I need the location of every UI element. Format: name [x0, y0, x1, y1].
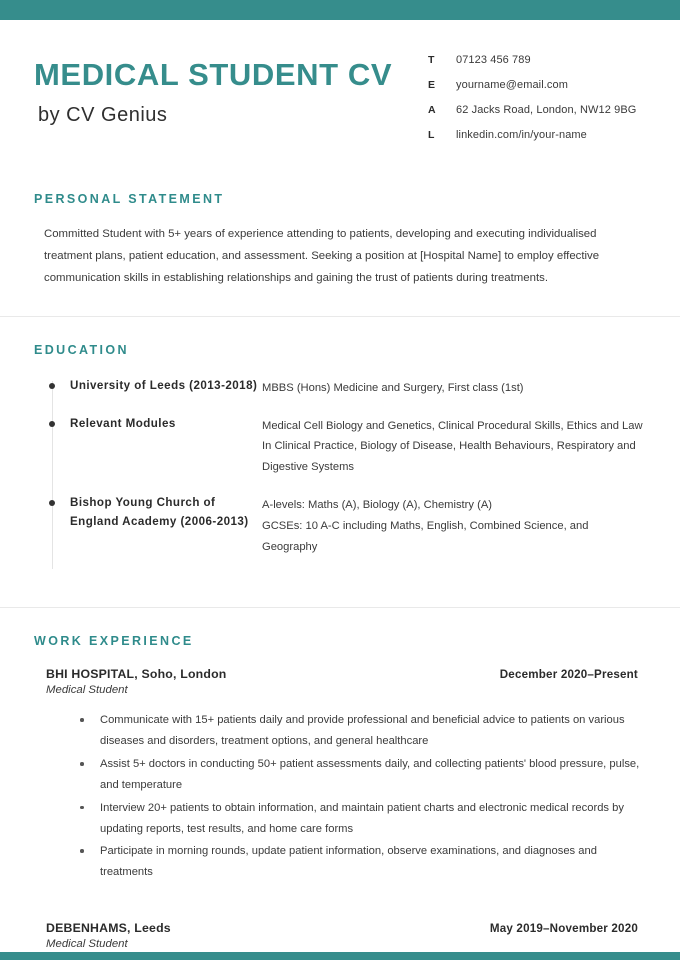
- education-description-line: Medical Cell Biology and Genetics, Clinical Procedural Skills, Ethics and Law In Clinical Practice, Biology of Disease, Health Behaviours, Respiratory and Digestive Systems: [262, 419, 643, 474]
- job-date-range: December 2020–Present: [499, 668, 638, 682]
- job-organisation: BHI HOSPITAL, Soho, London: [46, 667, 227, 682]
- bullet-icon: [49, 500, 55, 506]
- education-entry: [34, 415, 646, 478]
- title-block: [34, 42, 392, 127]
- list-item: Participate in morning rounds, update patient information, observe examinations, and diagnoses and treatments: [78, 841, 648, 883]
- education-description: [262, 494, 646, 557]
- section-personal-statement: [0, 192, 680, 290]
- email-value[interactable]: yourname@email.com: [456, 79, 569, 91]
- bullet-icon: [49, 421, 55, 427]
- top-accent-bar: [0, 0, 680, 20]
- contact-row-email: [428, 79, 658, 91]
- education-term: Bishop Young Church of England Academy (2006-2013): [70, 495, 249, 528]
- education-entry: [34, 494, 646, 557]
- address-label-icon: A: [428, 104, 436, 116]
- list-item: Assist 5+ doctors in conducting 50+ patient assessments daily, and collecting patients' blood pressure, pulse, and temperature: [78, 754, 648, 796]
- document-content: [0, 20, 680, 958]
- bottom-accent-bar: [0, 952, 680, 960]
- job-role: Medical Student: [46, 684, 128, 697]
- section-heading-work-experience: WORK EXPERIENCE: [34, 634, 194, 649]
- education-entry: [34, 377, 646, 399]
- linkedin-value[interactable]: linkedin.com/in/your-name: [456, 129, 587, 141]
- job-list: [34, 667, 646, 950]
- divider-above-education: [0, 316, 680, 317]
- page-subtitle: by CV Genius: [38, 104, 168, 127]
- job-entry: [34, 921, 646, 950]
- education-description-line: MBBS (Hons) Medicine and Surgery, First class (1st): [262, 381, 524, 394]
- job-header: [34, 921, 646, 935]
- section-work-experience: [0, 634, 680, 950]
- contact-row-linkedin: [428, 129, 658, 141]
- education-description-line: GCSEs: 10 A-C including Maths, English, Combined Science, and Geography: [262, 519, 589, 553]
- education-term: Relevant Modules: [70, 416, 176, 430]
- job-date-range: May 2019–November 2020: [489, 922, 638, 936]
- job-organisation: DEBENHAMS, Leeds: [46, 921, 171, 936]
- list-item: Communicate with 15+ patients daily and provide professional and beneficial advice to patients on various diseases and disorders, treatment options, and general healthcare: [78, 710, 648, 752]
- job-entry: [34, 667, 646, 883]
- job-role: Medical Student: [46, 938, 128, 951]
- section-heading-personal-statement: PERSONAL STATEMENT: [34, 192, 225, 206]
- divider-above-work-experience: [0, 607, 680, 608]
- job-responsibility-list: [78, 710, 648, 883]
- education-description: [262, 377, 646, 399]
- section-education: [0, 343, 680, 570]
- education-description-line: A-levels: Maths (A), Biology (A), Chemistry (A): [262, 498, 493, 511]
- section-heading-education: EDUCATION: [34, 342, 129, 357]
- bullet-icon: [49, 383, 55, 389]
- address-value: 62 Jacks Road, London, NW12 9BG: [456, 104, 637, 116]
- linkedin-label-icon: L: [428, 129, 435, 141]
- phone-label-icon: T: [428, 54, 435, 66]
- page-title: MEDICAL STUDENT CV: [34, 57, 393, 92]
- phone-value[interactable]: 07123 456 789: [456, 54, 531, 66]
- education-term: University of Leeds (2013-2018): [70, 378, 258, 392]
- education-entries: [34, 377, 646, 570]
- job-header: [34, 667, 646, 681]
- cv-header: [0, 20, 680, 154]
- contact-row-address: [428, 104, 658, 116]
- list-item: Interview 20+ patients to obtain information, and maintain patient charts and electronic medical records by updating reports, test results, and home care forms: [78, 798, 648, 840]
- email-label-icon: E: [428, 79, 436, 91]
- contact-block: [428, 54, 658, 154]
- contact-row-phone: [428, 54, 658, 66]
- personal-statement-body: Committed Student with 5+ years of experience attending to patients, developing and executing individualised treatment plans, patient education, and assessment. Seeking a position at [Hospital Name] to employ effective communication skills in establishing relationships and gaining the trust of patients during treatments.: [44, 228, 600, 284]
- job-spacer: [34, 891, 646, 921]
- education-description: [262, 415, 646, 478]
